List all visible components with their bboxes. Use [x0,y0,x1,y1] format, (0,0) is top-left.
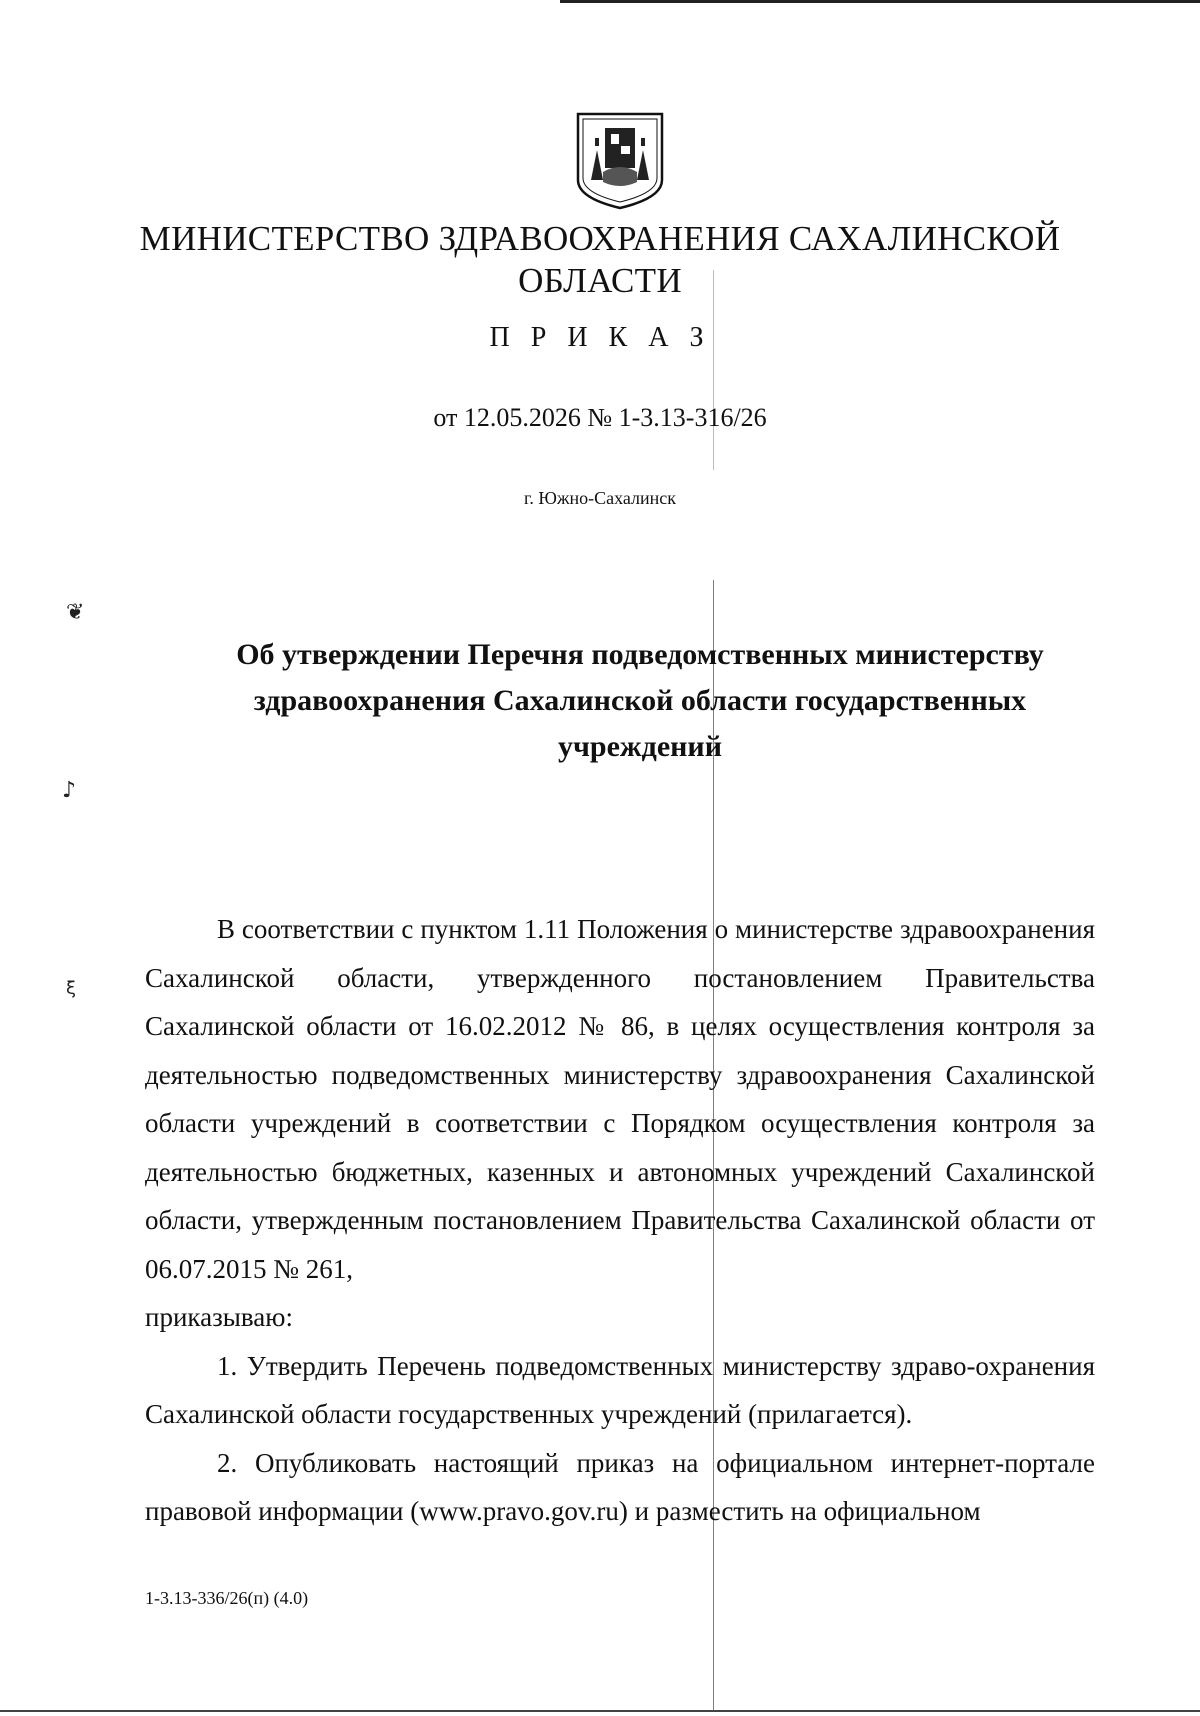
scan-edge-bottom [0,1710,1200,1712]
order-subject-line2: здравоохранения Сахалинской области государственных [253,684,1027,717]
order-item-2: 2. Опубликовать настоящий приказ на официальном интернет-портале правовой информации (www.pravo.gov.ru) и разместить на официальном [145,1447,1095,1526]
order-date-number: от 12.05.2026 № 1-3.13-316/26 [433,403,767,432]
ministry-title-line1: МИНИСТЕРСТВО ЗДРАВООХРАНЕНИЯ САХАЛИНСКОЙ [139,219,1061,258]
ministry-title-line2: ОБЛАСТИ [518,261,682,300]
scan-edge-top [560,0,1200,3]
order-subject [180,632,1100,770]
order-subject-line3: учреждений [557,730,723,763]
order-subject-line1: Об утверждении Перечня подведомственных министерству [236,638,1044,671]
order-body [145,905,1095,1536]
document-code: 1-3.13-336/26(п) (4.0) [145,1588,309,1608]
scan-speck: ξ [66,978,77,999]
preamble-paragraph: В соответствии с пунктом 1.11 Положения о министерстве здравоохранения Сахалинской области, утвержденного постановлением Правительства Сахалинской области от 16.02.2012 № 86, в целях осуществления контроля за деятельностью подведомственных министерству здравоохранения Сахалинской области учреждений в соответствии с Порядком осуществления контроля за деятельностью бюджетных, казенных и автономных учреждений Сахалинской области, утвержденным постановлением Правительства Сахалинской области от 06.07.2015 № 261, [145,914,1095,1284]
order-item-1: 1. Утвердить Перечень подведомственных министерству здраво-охранения Сахалинской области государственных учреждений (прилагается). [145,1350,1095,1429]
order-verb: приказываю: [145,1302,293,1332]
coat-of-arms-emblem [575,110,665,210]
scan-speck: ♪ [62,778,77,803]
order-heading: П Р И К А З [489,322,711,353]
scan-speck: ❦ [66,600,85,625]
ministry-title [100,218,1100,302]
order-city: г. Южно-Сахалинск [523,488,677,508]
